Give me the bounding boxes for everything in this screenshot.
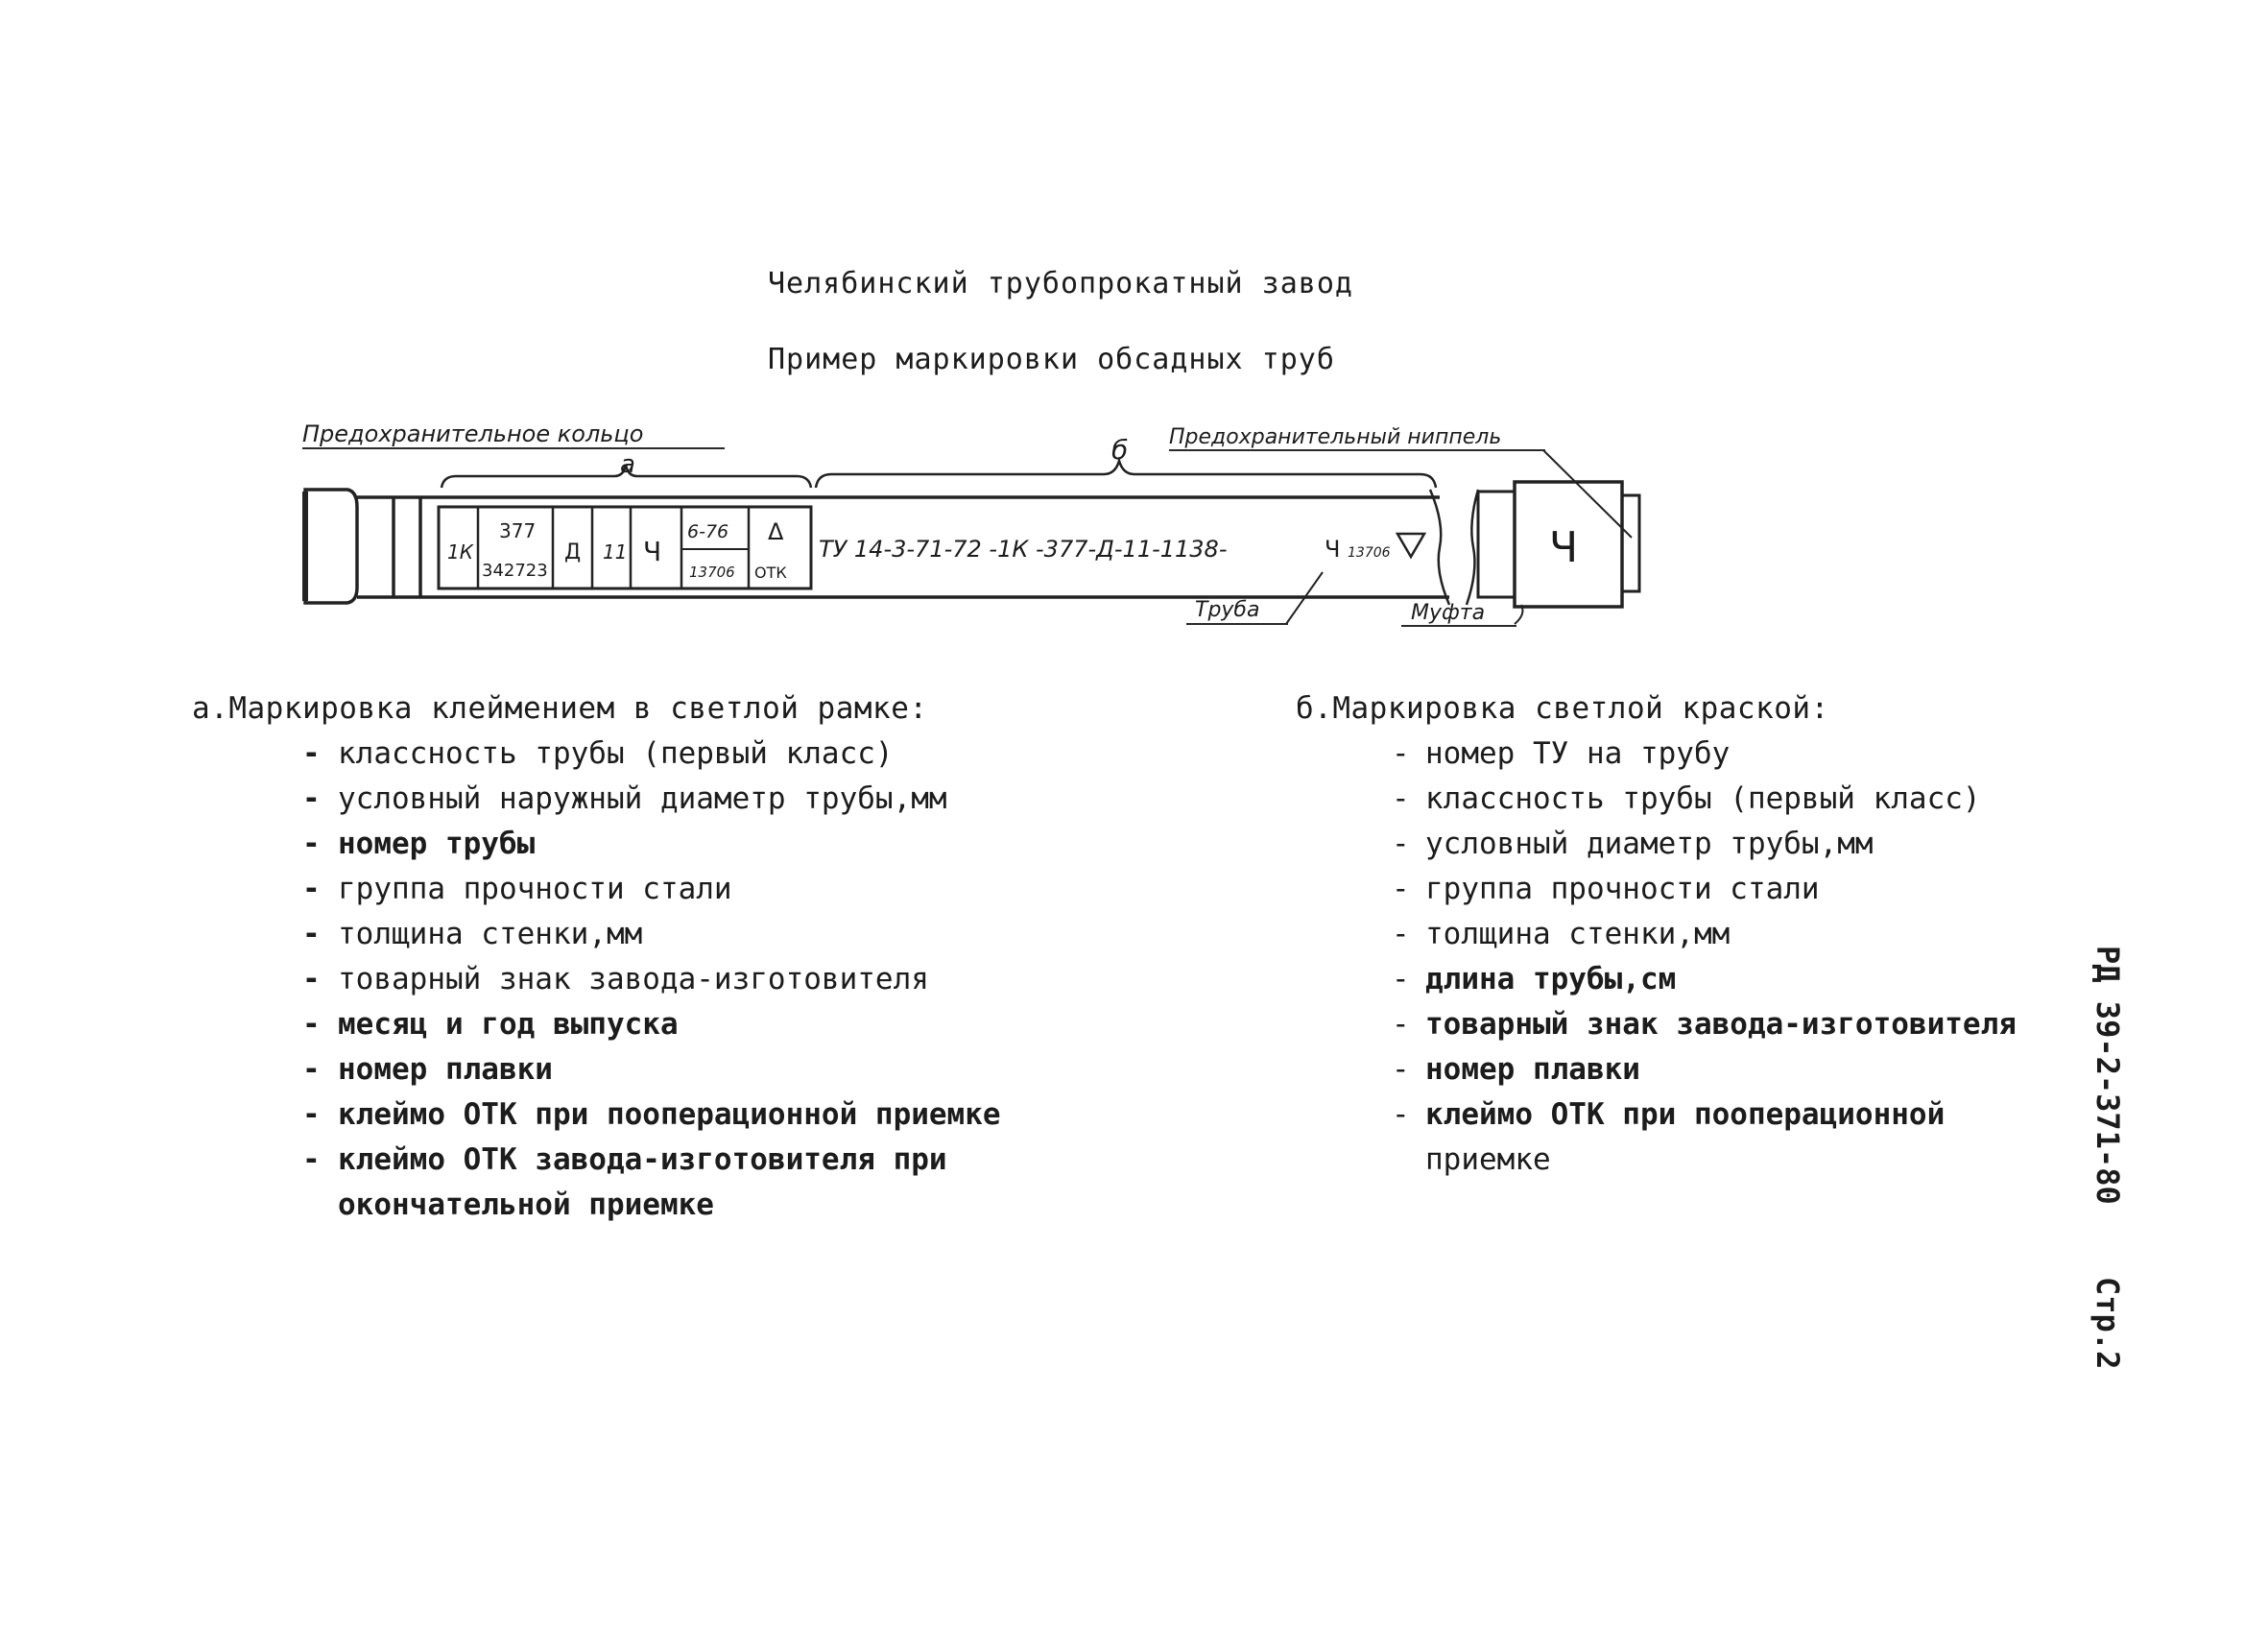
- stamp-377: 377: [499, 519, 537, 542]
- item-desc: условный наружный диаметр трубы,мм: [338, 781, 947, 816]
- stamp-triangle: Δ: [768, 518, 784, 545]
- item-desc: группа прочности стали: [1425, 872, 1820, 906]
- item-desc: клеймо ОТК при пооперационной: [1425, 1097, 1946, 1132]
- item-desc: номер трубы: [338, 827, 536, 861]
- stamp-ch: Ч: [643, 536, 662, 567]
- stamp-11: 11: [603, 540, 628, 564]
- item-desc: классность трубы (первый класс): [1425, 781, 1981, 816]
- item-desc: условный диаметр трубы,мм: [1425, 827, 1874, 861]
- stamp-heat: 13706: [689, 564, 735, 581]
- coupling-mark: Ч: [1549, 523, 1579, 572]
- item-desc: номер ТУ на трубу: [1425, 736, 1731, 771]
- section-b-heading: б.Маркировка светлой краской:: [1296, 691, 1829, 726]
- label-coupling: Муфта: [1411, 601, 1486, 625]
- brace-a-letter: а: [620, 450, 635, 479]
- document-subtitle: Пример маркировки обсадных труб: [768, 343, 1335, 376]
- stamp-otk: ОТК: [754, 564, 787, 582]
- item-desc: классность трубы (первый класс): [338, 736, 894, 771]
- document-title: Челябинский трубопрокатный завод: [768, 267, 1353, 300]
- page-number: Стр.2: [2089, 1277, 2126, 1370]
- item-desc: номер плавки: [1425, 1052, 1640, 1087]
- stamp-342723: 342723: [482, 561, 548, 581]
- stamp-1k: 1К: [447, 540, 473, 564]
- section-b-continuation: приемке: [1425, 1142, 1551, 1177]
- item-desc: клеймо ОТК завода-изготовителя при: [338, 1142, 947, 1177]
- item-desc: месяц и год выпуска: [338, 1007, 679, 1042]
- item-desc: товарный знак завода-изготовителя: [338, 962, 929, 996]
- brace-b-letter: б: [1111, 434, 1129, 466]
- item-desc: группа прочности стали: [338, 872, 732, 906]
- item-desc: длина трубы,см: [1425, 962, 1677, 996]
- paint-line: ТУ 14-3-71-72 -1К -377-Д-11-1138-: [819, 536, 1228, 563]
- paint-triangle-mark: [1397, 534, 1424, 557]
- item-desc: толщина стенки,мм: [1425, 917, 1731, 951]
- item-desc: номер плавки: [338, 1052, 553, 1087]
- document-code: РД 39-2-371-80: [2089, 946, 2126, 1205]
- section-a-heading: а.Маркировка клеймением в светлой рамке:: [192, 691, 928, 726]
- label-pipe: Труба: [1195, 598, 1260, 622]
- stamp-date: 6-76: [687, 521, 729, 542]
- label-ring: Предохранительное кольцо: [302, 420, 644, 447]
- section-a-continuation: окончательной приемке: [338, 1188, 714, 1222]
- pipe-marking-diagram: [0, 0, 2268, 672]
- label-nipple: Предохранительный ниппель: [1169, 425, 1502, 449]
- item-desc: толщина стенки,мм: [338, 917, 643, 951]
- stamp-d: Д: [564, 540, 582, 564]
- paint-heat: 13706: [1348, 545, 1391, 561]
- item-desc: клеймо ОТК при пооперационной приемке: [338, 1097, 1001, 1132]
- paint-ch: Ч: [1325, 536, 1341, 563]
- item-desc: товарный знак завода-изготовителя: [1425, 1007, 2017, 1042]
